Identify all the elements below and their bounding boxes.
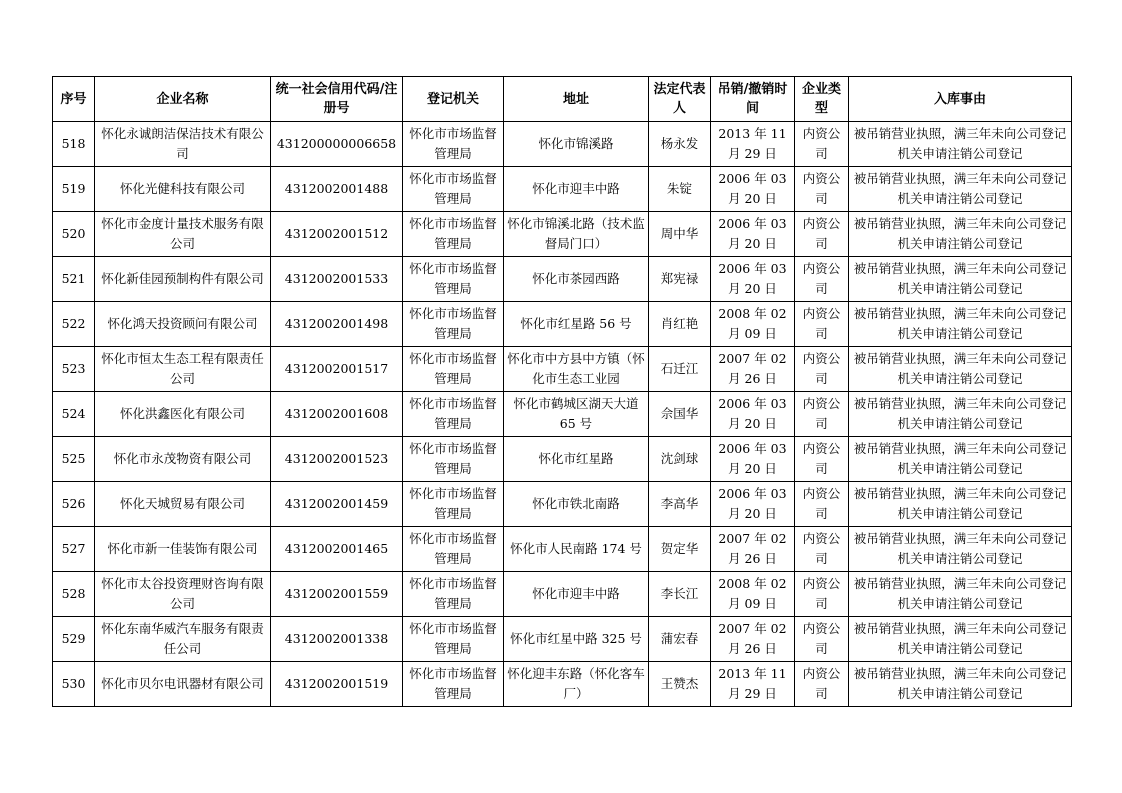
cell-revoke: 2013 年 11 月 29 日 <box>711 122 795 167</box>
cell-address: 怀化市人民南路 174 号 <box>504 527 649 572</box>
cell-rep: 贺定华 <box>649 527 711 572</box>
header-authority: 登记机关 <box>403 77 504 122</box>
cell-name: 怀化光健科技有限公司 <box>95 167 271 212</box>
cell-rep: 石迁江 <box>649 347 711 392</box>
cell-rep: 杨永发 <box>649 122 711 167</box>
cell-code: 4312002001517 <box>271 347 403 392</box>
cell-rep: 李高华 <box>649 482 711 527</box>
cell-name: 怀化市贝尔电讯器材有限公司 <box>95 662 271 707</box>
cell-name: 怀化市太谷投资理财咨询有限公司 <box>95 572 271 617</box>
cell-name: 怀化永诚朗洁保洁技术有限公司 <box>95 122 271 167</box>
cell-code: 4312002001519 <box>271 662 403 707</box>
header-address: 地址 <box>504 77 649 122</box>
cell-type: 内资公司 <box>795 122 849 167</box>
cell-seq: 528 <box>53 572 95 617</box>
cell-type: 内资公司 <box>795 392 849 437</box>
cell-rep: 朱锭 <box>649 167 711 212</box>
enterprise-table <box>52 76 1072 707</box>
cell-revoke: 2006 年 03 月 20 日 <box>711 437 795 482</box>
table-row <box>53 482 1072 527</box>
cell-revoke: 2006 年 03 月 20 日 <box>711 257 795 302</box>
cell-type: 内资公司 <box>795 257 849 302</box>
table-row <box>53 257 1072 302</box>
cell-reason: 被吊销营业执照，满三年未向公司登记机关申请注销公司登记 <box>849 617 1072 662</box>
cell-name: 怀化市永茂物资有限公司 <box>95 437 271 482</box>
cell-revoke: 2007 年 02 月 26 日 <box>711 527 795 572</box>
cell-reason: 被吊销营业执照，满三年未向公司登记机关申请注销公司登记 <box>849 347 1072 392</box>
cell-code: 4312002001498 <box>271 302 403 347</box>
cell-authority: 怀化市市场监督管理局 <box>403 212 504 257</box>
cell-reason: 被吊销营业执照，满三年未向公司登记机关申请注销公司登记 <box>849 527 1072 572</box>
cell-address: 怀化市中方县中方镇（怀化市生态工业园 <box>504 347 649 392</box>
cell-code: 4312002001488 <box>271 167 403 212</box>
cell-authority: 怀化市市场监督管理局 <box>403 347 504 392</box>
cell-name: 怀化市恒太生态工程有限责任公司 <box>95 347 271 392</box>
table-row <box>53 122 1072 167</box>
cell-address: 怀化市茶园西路 <box>504 257 649 302</box>
cell-type: 内资公司 <box>795 302 849 347</box>
table-row <box>53 527 1072 572</box>
cell-address: 怀化市锦溪路 <box>504 122 649 167</box>
cell-code: 4312002001338 <box>271 617 403 662</box>
cell-name: 怀化天城贸易有限公司 <box>95 482 271 527</box>
cell-type: 内资公司 <box>795 527 849 572</box>
cell-revoke: 2008 年 02 月 09 日 <box>711 572 795 617</box>
cell-name: 怀化东南华威汽车服务有限责任公司 <box>95 617 271 662</box>
cell-seq: 530 <box>53 662 95 707</box>
cell-type: 内资公司 <box>795 662 849 707</box>
table-header-row <box>53 77 1072 122</box>
cell-reason: 被吊销营业执照，满三年未向公司登记机关申请注销公司登记 <box>849 572 1072 617</box>
cell-seq: 522 <box>53 302 95 347</box>
cell-type: 内资公司 <box>795 167 849 212</box>
cell-code: 4312002001459 <box>271 482 403 527</box>
cell-revoke: 2013 年 11 月 29 日 <box>711 662 795 707</box>
cell-authority: 怀化市市场监督管理局 <box>403 167 504 212</box>
cell-seq: 524 <box>53 392 95 437</box>
cell-address: 怀化市鹤城区湖天大道 65 号 <box>504 392 649 437</box>
cell-name: 怀化市新一佳装饰有限公司 <box>95 527 271 572</box>
table-row <box>53 392 1072 437</box>
cell-reason: 被吊销营业执照，满三年未向公司登记机关申请注销公司登记 <box>849 437 1072 482</box>
cell-code: 431200000006658 <box>271 122 403 167</box>
cell-reason: 被吊销营业执照，满三年未向公司登记机关申请注销公司登记 <box>849 212 1072 257</box>
cell-revoke: 2007 年 02 月 26 日 <box>711 617 795 662</box>
header-seq: 序号 <box>53 77 95 122</box>
cell-address: 怀化市红星路 56 号 <box>504 302 649 347</box>
table-row <box>53 572 1072 617</box>
cell-revoke: 2006 年 03 月 20 日 <box>711 392 795 437</box>
cell-authority: 怀化市市场监督管理局 <box>403 122 504 167</box>
cell-name: 怀化市金度计量技术服务有限公司 <box>95 212 271 257</box>
cell-revoke: 2008 年 02 月 09 日 <box>711 302 795 347</box>
cell-rep: 沈剑球 <box>649 437 711 482</box>
cell-authority: 怀化市市场监督管理局 <box>403 527 504 572</box>
cell-name: 怀化鸿天投资顾问有限公司 <box>95 302 271 347</box>
cell-code: 4312002001523 <box>271 437 403 482</box>
cell-code: 4312002001608 <box>271 392 403 437</box>
cell-type: 内资公司 <box>795 347 849 392</box>
cell-rep: 李长江 <box>649 572 711 617</box>
cell-code: 4312002001559 <box>271 572 403 617</box>
cell-rep: 蒲宏春 <box>649 617 711 662</box>
cell-code: 4312002001465 <box>271 527 403 572</box>
cell-rep: 王赞杰 <box>649 662 711 707</box>
cell-address: 怀化市锦溪北路（技术监督局门口） <box>504 212 649 257</box>
cell-address: 怀化市迎丰中路 <box>504 572 649 617</box>
cell-revoke: 2007 年 02 月 26 日 <box>711 347 795 392</box>
header-reason: 入库事由 <box>849 77 1072 122</box>
cell-authority: 怀化市市场监督管理局 <box>403 257 504 302</box>
cell-authority: 怀化市市场监督管理局 <box>403 392 504 437</box>
cell-reason: 被吊销营业执照，满三年未向公司登记机关申请注销公司登记 <box>849 392 1072 437</box>
cell-reason: 被吊销营业执照，满三年未向公司登记机关申请注销公司登记 <box>849 482 1072 527</box>
table-row <box>53 302 1072 347</box>
cell-revoke: 2006 年 03 月 20 日 <box>711 212 795 257</box>
table-row <box>53 212 1072 257</box>
cell-revoke: 2006 年 03 月 20 日 <box>711 167 795 212</box>
table-row <box>53 347 1072 392</box>
header-code: 统一社会信用代码/注册号 <box>271 77 403 122</box>
cell-code: 4312002001533 <box>271 257 403 302</box>
table-row <box>53 662 1072 707</box>
cell-rep: 周中华 <box>649 212 711 257</box>
cell-reason: 被吊销营业执照，满三年未向公司登记机关申请注销公司登记 <box>849 302 1072 347</box>
cell-address: 怀化市迎丰中路 <box>504 167 649 212</box>
header-name: 企业名称 <box>95 77 271 122</box>
cell-authority: 怀化市市场监督管理局 <box>403 617 504 662</box>
cell-authority: 怀化市市场监督管理局 <box>403 482 504 527</box>
cell-rep: 肖红艳 <box>649 302 711 347</box>
cell-seq: 518 <box>53 122 95 167</box>
cell-seq: 519 <box>53 167 95 212</box>
cell-name: 怀化新佳园预制构件有限公司 <box>95 257 271 302</box>
cell-reason: 被吊销营业执照，满三年未向公司登记机关申请注销公司登记 <box>849 167 1072 212</box>
table-row <box>53 167 1072 212</box>
cell-address: 怀化迎丰东路（怀化客车厂） <box>504 662 649 707</box>
header-type: 企业类型 <box>795 77 849 122</box>
cell-type: 内资公司 <box>795 572 849 617</box>
cell-authority: 怀化市市场监督管理局 <box>403 572 504 617</box>
cell-reason: 被吊销营业执照，满三年未向公司登记机关申请注销公司登记 <box>849 662 1072 707</box>
cell-address: 怀化市红星中路 325 号 <box>504 617 649 662</box>
cell-type: 内资公司 <box>795 212 849 257</box>
cell-seq: 525 <box>53 437 95 482</box>
cell-name: 怀化洪鑫医化有限公司 <box>95 392 271 437</box>
cell-reason: 被吊销营业执照，满三年未向公司登记机关申请注销公司登记 <box>849 122 1072 167</box>
cell-address: 怀化市红星路 <box>504 437 649 482</box>
cell-rep: 郑宪禄 <box>649 257 711 302</box>
cell-authority: 怀化市市场监督管理局 <box>403 662 504 707</box>
cell-code: 4312002001512 <box>271 212 403 257</box>
cell-seq: 523 <box>53 347 95 392</box>
header-rep: 法定代表人 <box>649 77 711 122</box>
cell-seq: 529 <box>53 617 95 662</box>
cell-revoke: 2006 年 03 月 20 日 <box>711 482 795 527</box>
cell-rep: 佘国华 <box>649 392 711 437</box>
cell-seq: 520 <box>53 212 95 257</box>
cell-authority: 怀化市市场监督管理局 <box>403 437 504 482</box>
cell-type: 内资公司 <box>795 482 849 527</box>
cell-type: 内资公司 <box>795 617 849 662</box>
cell-seq: 521 <box>53 257 95 302</box>
cell-reason: 被吊销营业执照，满三年未向公司登记机关申请注销公司登记 <box>849 257 1072 302</box>
table-row <box>53 617 1072 662</box>
cell-seq: 527 <box>53 527 95 572</box>
cell-seq: 526 <box>53 482 95 527</box>
cell-authority: 怀化市市场监督管理局 <box>403 302 504 347</box>
cell-type: 内资公司 <box>795 437 849 482</box>
header-revoke: 吊销/撤销时间 <box>711 77 795 122</box>
table-row <box>53 437 1072 482</box>
cell-address: 怀化市铁北南路 <box>504 482 649 527</box>
